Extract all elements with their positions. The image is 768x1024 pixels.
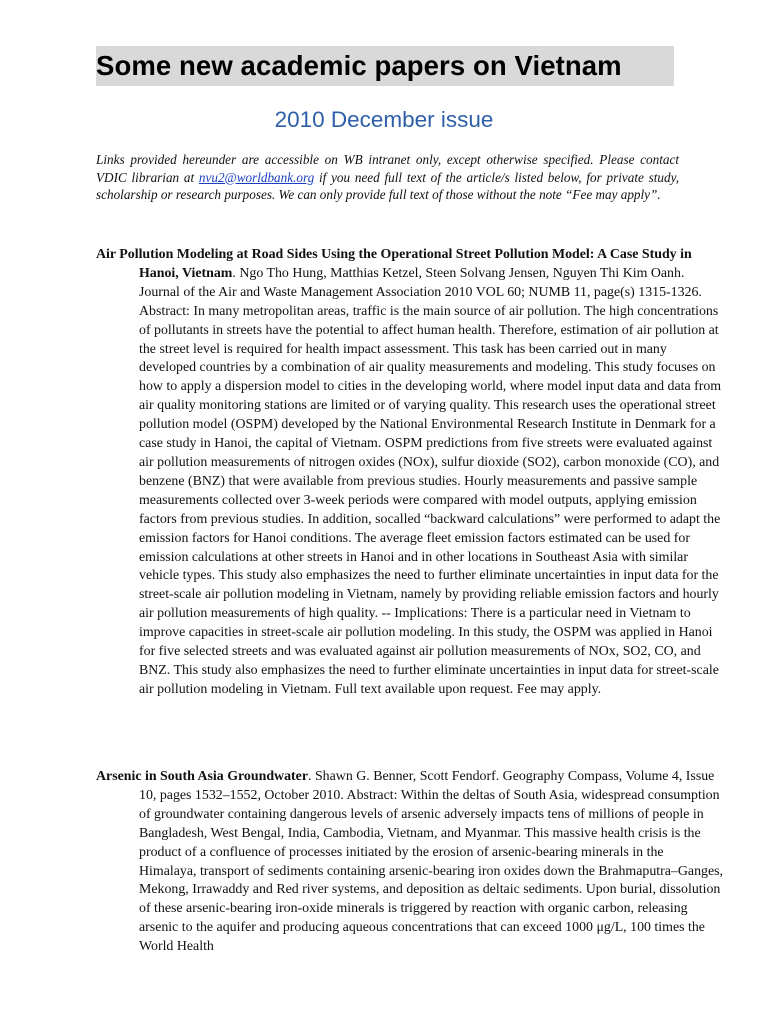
paper-details: . Ngo Tho Hung, Matthias Ketzel, Steen Solvang Jensen, Nguyen Thi Kim Oanh. Journal of the Air and Waste Management Association 2010 VOL 60; NUMB 11, page(s) 1315-1326. Abstract: In many metropolitan areas, traffic is the main source of air pollution. The high concentrations of pollutants in streets have the potential to affect human health. Therefore, estimation of air pollution at the street level is required for health impact assessment. This task has been carried out in many developed countries by a combination of air quality measurements and modeling. This study focuses on how to apply a dispersion model to cities in the developing world, where model input data and data from air quality monitoring stations are limited or of varying quality. This research uses the operational street pollution model (OSPM) developed by the National Environmental Research Institute in Denmark for a case study in Hanoi, the capital of Vietnam. OSPM predictions from five streets were evaluated against air pollution measurements of nitrogen oxides (NOx), sulfur dioxide (SO2), carbon monoxide (CO), and benzene (BNZ) that were available from previous studies. Hourly measurements and passive sample measurements collected over 3-week periods were compared with model outputs, applying emission factors from previous studies. In addition, socalled “backward calculations” were performed to adapt the emission factors for Hanoi conditions. The average fleet emission factors estimated can be used for emission calculations at other streets in Hanoi and in other locations in Southeast Asia with similar vehicle types. This study also emphasizes the need to further eliminate uncertainties in input data for the street-scale air pollution modeling in Vietnam, namely by providing reliable emission factors and hourly air pollution measurements of high quality. -- Implications: There is a particular need in Vietnam to improve capacities in street-scale air pollution modeling. In this study, the OSPM was applied in Hanoi for five selected streets and was evaluated against air pollution measurements of NOx, SO2, CO, and BNZ. This study also emphasizes the need to further eliminate uncertainties in input data for street-scale air pollution modeling in Vietnam. Full text available upon request. Fee may apply. xyxy=(139,265,722,697)
paper-entry xyxy=(96,246,723,700)
page-title: Some new academic papers on Vietnam xyxy=(96,50,622,81)
intro-text-after: if you need full text of the article/s listed below, for private study, scholarship or research purposes. We can only provide full text of those without the note “Fee may apply”. xyxy=(96,169,680,202)
paper-entry xyxy=(96,768,723,957)
paper-title: Arsenic in South Asia Groundwater xyxy=(96,769,308,784)
intro-paragraph xyxy=(96,151,679,204)
paper-details: . Shawn G. Benner, Scott Fendorf. Geography Compass, Volume 4, Issue 10, pages 1532–1552, October 2010. Abstract: Within the deltas of South Asia, widespread consumption of groundwater containing dangerous levels of arsenic adversely impacts tens of millions of people in Bangladesh, West Bengal, India, Cambodia, Vietnam, and Myanmar. This massive health crisis is the product of a confluence of processes initiated by the erosion of arsenic-bearing minerals in the Himalaya, transport of sediments containing arsenic-bearing iron oxides down the Brahmaputra–Ganges, Mekong, Irrawaddy and Red river systems, and deposition as deltaic sediments. Upon burial, dissolution of these arsenic-bearing iron-oxide minerals is triggered by reaction with organic carbon, releasing arsenic to the aquifer and producing aqueous concentrations that can exceed 1000 μg/L, 100 times the World Health xyxy=(139,769,724,955)
intro-text-before: Links provided hereunder are accessible on WB intranet only, except otherwise specified. Please contact VDIC librarian at xyxy=(96,152,679,185)
issue-heading: 2010 December issue xyxy=(274,107,494,132)
paper-title: Air Pollution Modeling at Road Sides Using the Operational Street Pollution Model: A Case Study in Hanoi, Vietnam xyxy=(96,247,692,281)
librarian-email-link[interactable]: nvu2@worldbank.org xyxy=(198,169,315,185)
